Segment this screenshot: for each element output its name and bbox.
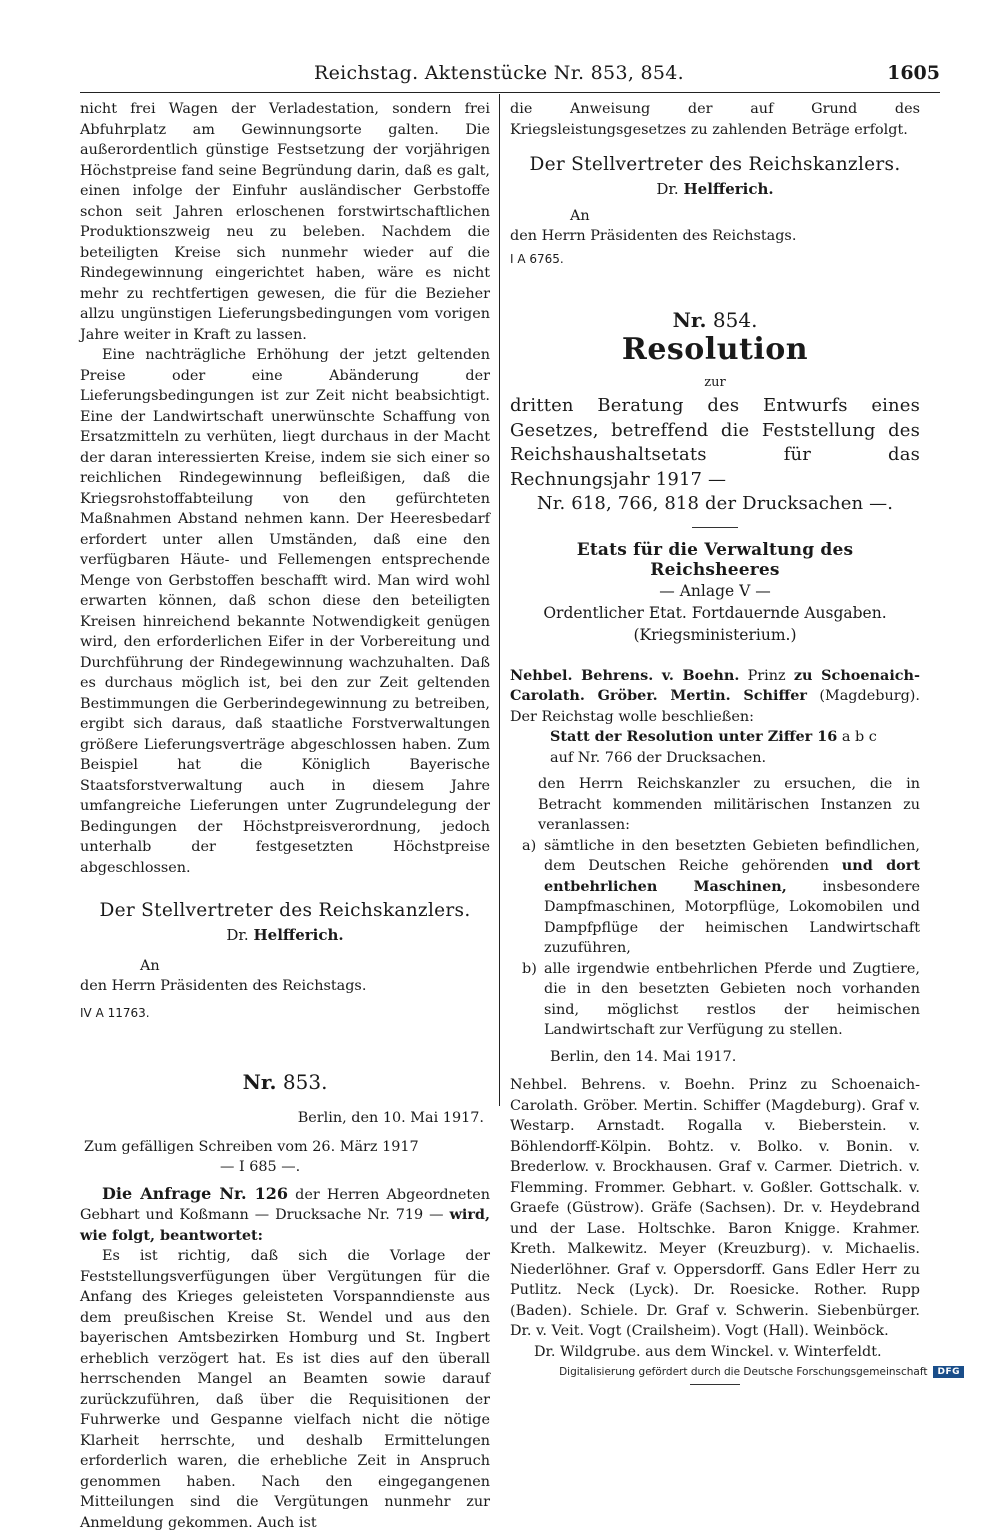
etat-heading: Etats für die Verwaltung des Reichsheeres	[576, 539, 854, 580]
nr-prefix: Nr.	[242, 1070, 277, 1094]
right-paragraph-1: die Anweisung der auf Grund des Kriegsleistungsgesetzes zu zahlenden Beträge erfolgt.	[510, 101, 920, 138]
resolve-list	[510, 836, 920, 1041]
list-text-b: alle irgendwie entbehrlichen Pferde und Zugtiere, die in den besetzten Gebieten noch vorhanden sind, möglichst restlos der heimischen Landwirtschaft zur Verfügung zu stellen.	[544, 960, 920, 1038]
item-a-pre: sämtliche in den besetzten Gebieten befindlichen, dem Deutschen Reiche gehörenden	[544, 837, 920, 874]
inquiry-answered: wird, wie folgt, beantwortet:	[80, 1206, 490, 1244]
statt-line-2: auf Nr. 766 der Drucksachen.	[550, 749, 767, 766]
signatories: Nehbel. Behrens. v. Boehn. Prinz zu Schoenaich-Carolath. Gröber. Mertin. Schiffer (Magdeburg). Graf v. Westarp. Arnstadt. Rogalla v. Bieberstein. v. Böhlendorff-Kölpin. Bohtz. v. Bolko. v. Bonin. v. Brederlow. v. Brockhausen. Graf v. Carmer. Dietrich. v. Flemming. Frommer. Gebhart. v. Goßler. Gottschalk. v. Graefe (Güstrow). Gräfe (Sachsen). Dr. v. Heydebrand und der Lase. Holtschke. Baron Knigge. Krahmer. Kreth. Malkewitz. Meyer (Kreuzburg). v. Michaelis. Niederlöhner. Graf v. Oppersdorff. Gans Edler Herr zu Putlitz. Neck (Lyck). Dr. Roesicke. Rother. Rupp (Baden). Schiele. Dr. Graf v. Schwerin. Siebenbürger. Dr. v. Veit. Vogt (Crailsheim). Vogt (Hall). Weinböck.	[510, 1077, 920, 1339]
movers-rest: (Magdeburg). Der Reichstag wolle beschließen:	[510, 688, 920, 725]
resolution-zur: zur	[704, 375, 726, 390]
page-number: 1605	[887, 62, 940, 84]
nr-number: 853.	[282, 1070, 328, 1094]
left-column	[80, 99, 490, 1533]
end-rule	[690, 1384, 740, 1385]
signature-surname-right: Helfferich.	[683, 180, 774, 198]
inquiry-rest: der Herren Abgeordneten Gebhart und Koßmann — Drucksache Nr. 719 —	[80, 1186, 490, 1223]
signature-dr-right: Dr.	[656, 180, 679, 198]
nr-number-right: 854.	[712, 308, 758, 332]
left-paragraph-1: nicht frei Wagen der Verladestation, sondern frei Abfuhrplatz am Gewinnungsorte galten. Die außerordentlich günstige Festsetzung der vorjährigen Höchstpreise fand seine Begründung darin, daß es galt, einen infolge der Einfuhr ausländischer Gerbstoffe schon seit Jahren erloschenen forstwirtschaftlichen Produktionszweig neu zu beleben. Nachdem die beteiligten Kreise sich nunmehr wieder auf die Rindegewinnung eingerichtet haben, wäre es nicht mehr zu rechtfertigen gewesen, die für die Bezieher allzu ungünstigen Lieferungsbedingungen vom vorigen Jahre weiter in Kraft zu lassen.	[80, 101, 490, 343]
document-number-854	[510, 308, 920, 332]
inquiry-bold: Die Anfrage Nr. 126	[102, 1183, 289, 1203]
list-text-a	[544, 836, 920, 959]
list-item-b	[522, 959, 920, 1041]
running-head: Reichstag. Aktenstücke Nr. 853, 854.	[314, 62, 685, 84]
place-date: Berlin, den 10. Mai 1917.	[297, 1110, 484, 1126]
movers-prinz: Prinz	[739, 667, 794, 684]
item-a-bold: und dort entbehrlichen Maschinen,	[544, 857, 920, 895]
list-item-a	[522, 836, 920, 959]
document-number-853	[80, 1070, 490, 1094]
resolution-title: Resolution	[621, 332, 809, 367]
digitization-credit	[559, 1366, 964, 1378]
addressee-an: An	[140, 958, 160, 974]
resolution-subject: dritten Beratung des Entwurfs eines Gesetzes, betreffend die Feststellung des Reichshaushaltsetats für das Rechnungsjahr 1917 —	[510, 395, 920, 490]
kriegsministerium: (Kriegsministerium.)	[633, 625, 797, 644]
addressee: den Herrn Präsidenten des Reichstags.	[80, 978, 367, 994]
place-date-right: Berlin, den 14. Mai 1917.	[550, 1048, 737, 1065]
addressee-an-right: An	[570, 208, 590, 224]
signature-dr: Dr.	[226, 926, 249, 944]
file-reference: IV A 11763.	[80, 1006, 150, 1020]
dfg-logo-icon: DFG	[933, 1366, 964, 1378]
statt-letters: a b c	[837, 729, 877, 745]
signature-title: Der Stellvertreter des Reichskanzlers.	[99, 900, 471, 921]
inquiry-line	[80, 1184, 490, 1247]
anlage-label: — Anlage V —	[659, 581, 771, 600]
signature-name	[80, 924, 490, 946]
nr-prefix-right: Nr.	[672, 308, 707, 332]
list-marker-a: a)	[522, 837, 537, 854]
credit-text: Digitalisierung gefördert durch die Deutsche Forschungsgemeinschaft	[559, 1366, 928, 1378]
left-paragraph-2: Eine nachträgliche Erhöhung der jetzt geltenden Preise oder eine Abänderung der Lieferungsbedingungen ist zur Zeit nicht beabsichtigt. Eine der Landwirtschaft unerwünschte Schaffung von Ersatzmitteln zu verhüten, liegt durchaus in der Macht der daran interessierten Kreise, indem sie sich einer so reichlichen Rindegewinnung befleißigen, daß die Kriegsrohstoffabteilung von den gefürchteten Maßnahmen Abstand nehmen kann. Der Heeresbedarf erfordert unter allen Umständen, daß eine den verfügbaren Häute- und Fellemengen entsprechende Menge von Gerbstoffen beschafft wird. Man wird wohl erwarten können, daß schon diese den beteiligten Kreisen hinreichend bekannte Notwendigkeit genügen wird, den erforderlichen Eifer in der Vorbereitung und Durchführung der Rindegewinnung wachzuhalten. Daß es durchaus möglich ist, bei den zur Zeit geltenden Bestimmungen die Gerberindegewinnung zu betreiben, ergibt sich daraus, daß staatliche Forstverwaltungen größere Lieferungsverträge abgeschlossen haben. Zum Beispiel hat die Königlich Bayerische Staatsforstverwaltung auch in diesem Jahre umfangreiche Lieferungen unter Zugrundelegung der Bedingungen der Höchstpreisverordnung, jedoch unterhalb der festgesetzten Höchstpreise abgeschlossen.	[80, 347, 490, 876]
addressee-right: den Herrn Präsidenten des Reichstags.	[510, 228, 797, 244]
movers-bold-2: zu Schoenaich-Carolath. Gröber. Mertin. Schiffer	[510, 666, 920, 704]
letter-reference-number: — I 685 —.	[220, 1159, 301, 1175]
ordentlicher-etat: Ordentlicher Etat. Fortdauernde Ausgaben.	[543, 603, 887, 622]
movers	[510, 666, 920, 728]
right-column	[510, 99, 920, 1385]
statt-line	[510, 727, 920, 748]
statt-bold: Statt der Resolution unter Ziffer 16	[550, 728, 838, 745]
signature-surname: Helfferich.	[253, 926, 344, 944]
item-a-post: insbesondere Dampfmaschinen, Motorpflüge, Lokomobilen und Dampfpflüge der heimischen Landwirtschaft zuzuführen,	[544, 878, 920, 956]
list-marker-b: b)	[522, 960, 537, 977]
movers-bold: Nehbel. Behrens. v. Boehn.	[510, 666, 740, 684]
resolve-intro: den Herrn Reichskanzler zu ersuchen, die in Betracht kommenden militärischen Instanzen zu veranlassen:	[538, 776, 920, 833]
signatories-last: Dr. Wildgrube. aus dem Winckel. v. Winterfeldt.	[534, 1343, 882, 1360]
page-header	[80, 58, 940, 93]
column-divider	[499, 94, 500, 1106]
letter-reference: Zum gefälligen Schreiben vom 26. März 1917	[84, 1138, 419, 1155]
left-paragraph-3: Es ist richtig, daß sich die Vorlage der Feststellungsverfügungen über Vergütungen für die Anfang des Krieges geleisteten Vorspanndienste aus dem preußischen Kreise St. Wendel und aus den bayerischen Amtsbezirken Homburg und St. Ingbert erheblich verzögert hat. Es ist dies auf den überall herrschenden Mangel an Beamten sowie darauf zurückzuführen, daß über die Requisitionen der Fuhrwerke und Gespanne vielfach nicht die nötige Klarheit herrschte, und deshalb Ermittelungen erforderlich waren, die erhebliche Zeit in Anspruch genommen haben. Nach den eingegangenen Mitteilungen sind die Vergütungen nunmehr zur Anmeldung gekommen. Auch ist	[80, 1248, 490, 1531]
signature-name-right	[510, 178, 920, 200]
file-reference-right: I A 6765.	[510, 252, 564, 266]
signature-title-right: Der Stellvertreter des Reichskanzlers.	[529, 154, 901, 175]
resolution-subject-refs: Nr. 618, 766, 818 der Drucksachen —.	[536, 493, 894, 514]
